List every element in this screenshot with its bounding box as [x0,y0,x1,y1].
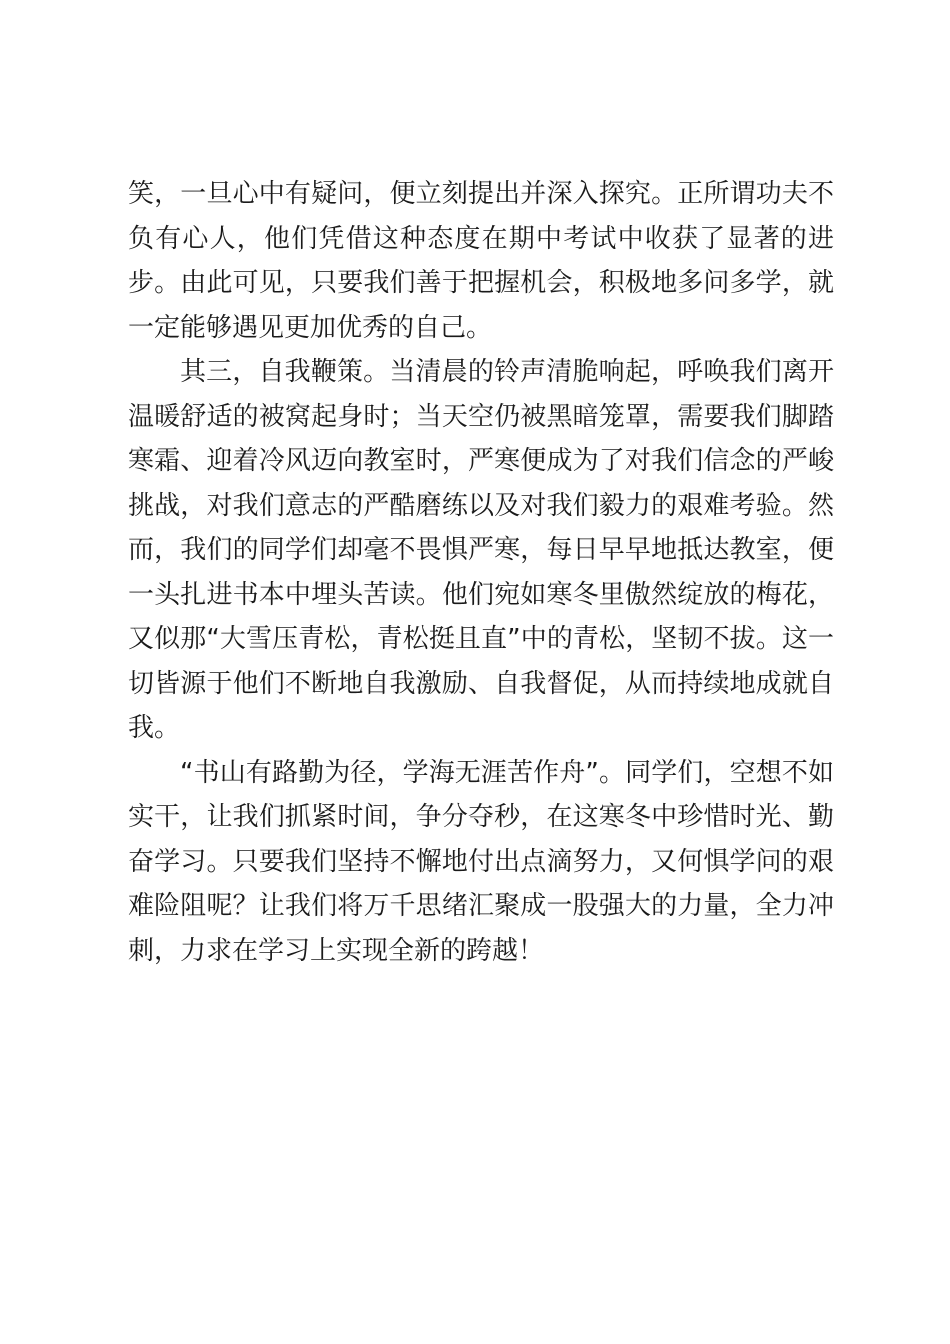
document-body [128,172,834,973]
paragraph-1: 笑，一旦心中有疑问，便立刻提出并深入探究。正所谓功夫不负有心人，他们凭借这种态度在期中考试中收获了显著的进步。由此可见，只要我们善于把握机会，积极地多问多学，就一定能够遇见更加优秀的自己。 [128,179,834,343]
paragraph-3: “书山有路勤为径，学海无涯苦作舟”。同学们，空想不如实干，让我们抓紧时间，争分夺秒，在这寒冬中珍惜时光、勤奋学习。只要我们坚持不懈地付出点滴努力，又何惧学问的艰难险阻呢？让我们将万千思绪汇聚成一股强大的力量，全力冲刺，力求在学习上实现全新的跨越！ [128,757,834,966]
paragraph-2: 其三，自我鞭策。当清晨的铃声清脆响起，呼唤我们离开温暖舒适的被窝起身时；当天空仍被黑暗笼罩，需要我们脚踏寒霜、迎着冷风迈向教室时，严寒便成为了对我们信念的严峻挑战，对我们意志的严酷磨练以及对我们毅力的艰难考验。然而，我们的同学们却毫不畏惧严寒，每日早早地抵达教室，便一头扎进书本中埋头苦读。他们宛如寒冬里傲然绽放的梅花，又似那“大雪压青松，青松挺且直”中的青松，坚韧不拔。这一切皆源于他们不断地自我激励、自我督促，从而持续地成就自我。 [128,357,834,743]
